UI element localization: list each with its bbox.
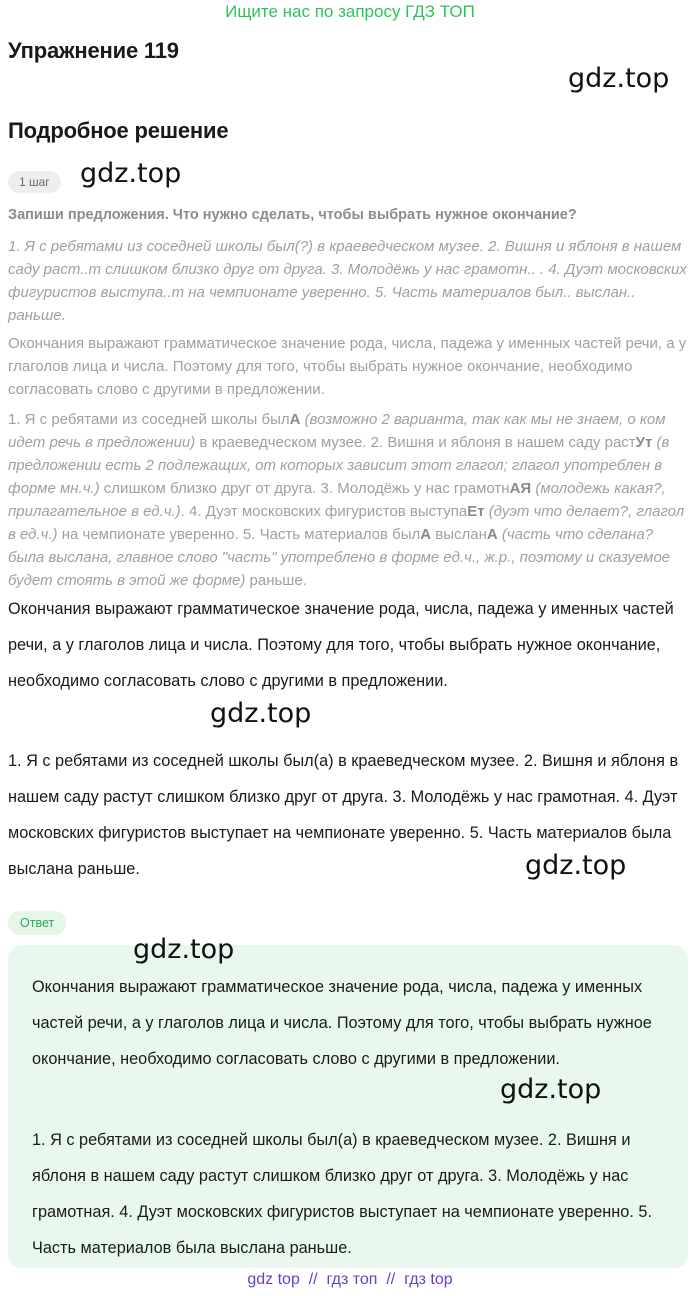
watermark: gdz.top xyxy=(133,934,235,965)
answer-solution: 1. Я с ребятами из соседней школы был(а) в краеведческом музее. 2. Вишня и яблоня в нашем саду растут слишком близко друг от друга. 3. Молодёжь у нас грамотная. 4. Дуэт московских фигуристов выступает на чемпионате уверенно. 5. Часть материалов была выслана раньше. xyxy=(32,1131,652,1257)
page-title: Упражнение 119 xyxy=(8,38,179,63)
answer-explanation: Окончания выражают грамматическое значение рода, числа, падежа у именных частей речи, а у глаголов лица и числа. Поэтому для того, чтобы выбрать нужное окончание, необходимо согласовать слово с другими в предложении. xyxy=(32,978,652,1068)
footer-link-gdz-top-mixed[interactable]: гдз top xyxy=(404,1271,453,1288)
section-title: Подробное решение xyxy=(8,118,229,143)
step-badge: 1 шаг xyxy=(8,171,61,193)
task-sentences: 1. Я с ребятами из соседней школы был(?) в краеведческом музее. 2. Вишня и яблоня в нашем саду раст..т слишком близко друг от друга. 3. Молодёжь у нас грамотн.. . 4. Дуэт московских фигуристов выступа..т на чемпионате уверенно. 5. Часть материалов был.. выслан.. раньше. xyxy=(8,238,687,324)
search-banner: Ищите нас по запросу ГДЗ ТОП xyxy=(225,2,475,21)
footer-links xyxy=(0,1271,700,1289)
solution: 1. Я с ребятами из соседней школы был(а) в краеведческом музее. 2. Вишня и яблоня в нашем саду растут слишком близко друг от друга. 3. Молодёжь у нас грамотная. 4. Дуэт московских фигуристов выступает на чемпионате уверенно. 5. Часть материалов была выслана раньше. xyxy=(8,752,679,878)
watermark: gdz.top xyxy=(500,1074,602,1105)
footer-link-gdz-top[interactable]: gdz top xyxy=(247,1271,300,1288)
explanation: Окончания выражают грамматическое значение рода, числа, падежа у именных частей речи, а у глаголов лица и числа. Поэтому для того, чтобы выбрать нужное окончание, необходимо согласовать слово с другими в предложении. xyxy=(8,600,674,690)
footer-separator: // xyxy=(308,1271,318,1288)
answer-badge: Ответ xyxy=(8,911,66,935)
footer-link-gdz-top-ru[interactable]: гдз топ xyxy=(326,1271,378,1288)
watermark: gdz.top xyxy=(568,63,670,94)
watermark: gdz.top xyxy=(210,698,312,729)
watermark: gdz.top xyxy=(525,850,627,881)
task-heading: Запиши предложения. Что нужно сделать, чтобы выбрать нужное окончание? xyxy=(8,207,577,223)
solution-detail: 1. Я с ребятами из соседней школы былА (возможно 2 варианта, так как мы не знаем, о ком идет речь в предложении) в краеведческом музее. 2. Вишня и яблоня в нашем саду растУт (в предложении есть 2 подлежащих, от которых зависит этот глагол; глагол употреблен в форме мн.ч.) слишком близко друг от друга. 3. Молодёжь у нас грамотнАЯ (молодежь какая?, прилагательное в ед.ч.). 4. Дуэт московских фигуристов выступаЕт (дуэт что делает?, глагол в ед.ч.) на чемпионате уверенно. 5. Часть материалов былА высланА (часть что сделана? была выслана, главное слово "часть" употреблено в форме ед.ч., ж.р., поэтому и сказуемое будет стоять в этой же форме) раньше. xyxy=(8,411,685,589)
watermark: gdz.top xyxy=(80,158,182,189)
footer-separator: // xyxy=(386,1271,396,1288)
explanation-gray: Окончания выражают грамматическое значение рода, числа, падежа у именных частей речи, а у глаголов лица и числа. Поэтому для того, чтобы выбрать нужное окончание, необходимо согласовать слово с другими в предложении. xyxy=(8,335,687,398)
